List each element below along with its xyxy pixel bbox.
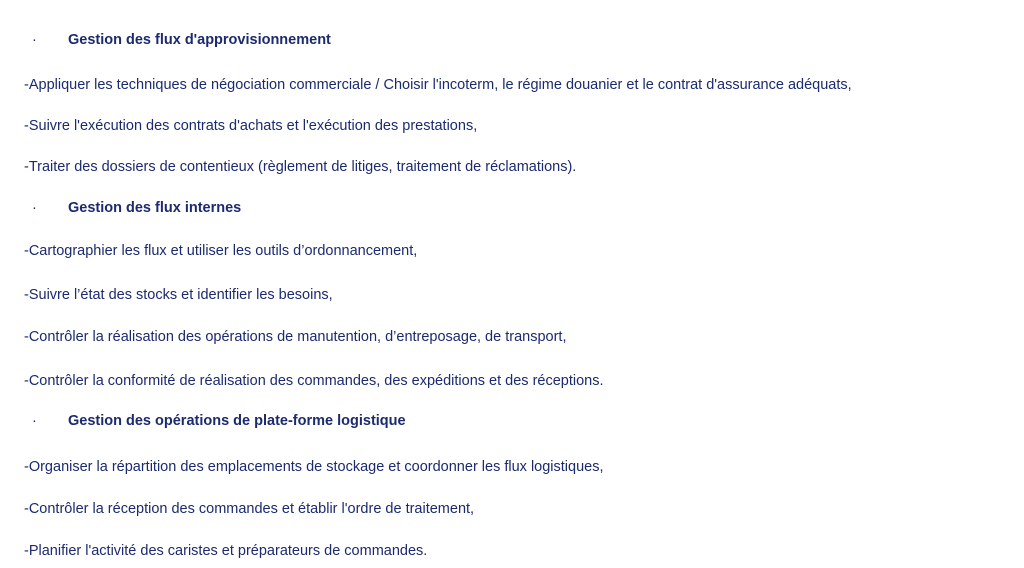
section-title: Gestion des flux internes bbox=[68, 200, 242, 216]
bullet: · bbox=[32, 200, 37, 216]
list-item: -Traiter des dossiers de contentieux (règlement de litiges, traitement de réclamations). bbox=[24, 159, 577, 175]
list-item: -Suivre l'exécution des contrats d'achats et l'exécution des prestations, bbox=[24, 118, 478, 134]
list-item: -Cartographier les flux et utiliser les outils d’ordonnancement, bbox=[24, 243, 418, 259]
bullet: · bbox=[32, 32, 37, 48]
list-item: -Planifier l'activité des caristes et préparateurs de commandes. bbox=[24, 543, 428, 559]
bullet: · bbox=[32, 413, 37, 429]
list-item: -Organiser la répartition des emplacements de stockage et coordonner les flux logistiques, bbox=[24, 459, 604, 475]
section-title: Gestion des opérations de plate-forme logistique bbox=[68, 413, 406, 429]
list-item: -Suivre l’état des stocks et identifier les besoins, bbox=[24, 287, 333, 303]
section-heading-plate-forme bbox=[32, 412, 406, 430]
list-item: -Contrôler la réalisation des opérations de manutention, d’entreposage, de transport, bbox=[24, 329, 567, 345]
section-heading-approvisionnement bbox=[32, 31, 331, 49]
section-heading-flux-internes bbox=[32, 199, 241, 217]
list-item: -Contrôler la réception des commandes et établir l'ordre de traitement, bbox=[24, 501, 475, 517]
section-title: Gestion des flux d'approvisionnement bbox=[68, 32, 331, 48]
list-item: -Contrôler la conformité de réalisation des commandes, des expéditions et des réceptions. bbox=[24, 373, 604, 389]
list-item: -Appliquer les techniques de négociation commerciale / Choisir l'incoterm, le régime douanier et le contrat d'assurance adéquats, bbox=[24, 77, 852, 93]
